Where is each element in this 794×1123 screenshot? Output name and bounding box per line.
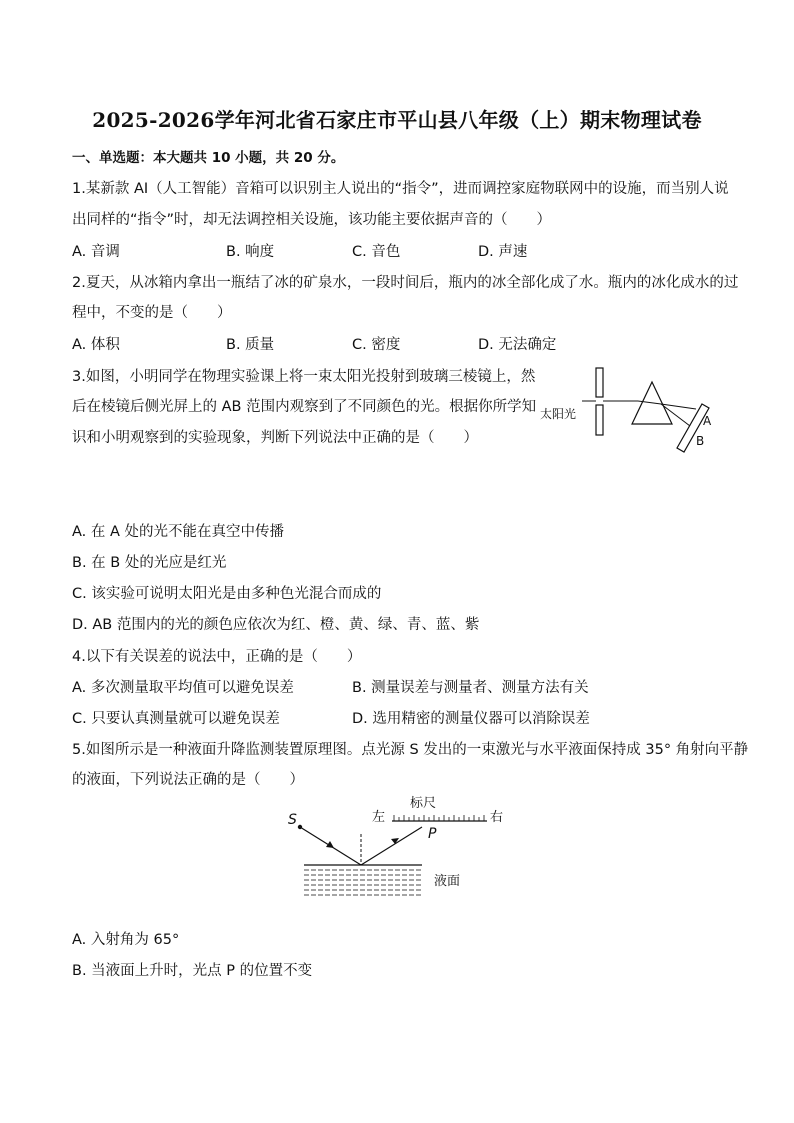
q2-option-d: D. 无法确定 <box>478 337 557 353</box>
q4-line1: 4.以下有关误差的说法中，正确的是（ ） <box>72 649 362 665</box>
q1-option-a: A. 音调 <box>72 244 120 260</box>
sunlight-label: 太阳光 <box>540 407 577 421</box>
q1-option-c: C. 音色 <box>352 244 401 260</box>
ruler-label: 标尺 <box>410 796 437 811</box>
q4-option-d: D. 选用精密的测量仪器可以消除误差 <box>352 711 590 727</box>
reflected-ray <box>361 827 422 865</box>
reflected-arrow <box>391 838 399 844</box>
q2-option-c: C. 密度 <box>352 337 401 353</box>
q5-option-a: A. 入射角为 65° <box>72 932 180 948</box>
point-a-label: A <box>703 414 712 428</box>
point-p-label: P <box>428 826 437 842</box>
q1-line1: 1.某新款 AI（人工智能）音箱可以识别主人说出的“指令”，进而调控家庭物联网中的设施，而当别人说 <box>72 181 729 197</box>
q1-option-b: B. 响度 <box>226 244 275 260</box>
liquid-level-diagram <box>282 790 522 905</box>
q5-line2: 的液面，下列说法正确的是（ ） <box>72 772 304 788</box>
q3-option-a: A. 在 A 处的光不能在真空中传播 <box>72 524 285 540</box>
liquid-label: 液面 <box>434 874 461 889</box>
slit-screen-bottom <box>596 405 603 435</box>
page-title: 2025-2026学年河北省石家庄市平山县八年级（上）期末物理试卷 <box>92 108 702 132</box>
q2-line2: 程中，不变的是（ ） <box>72 305 232 321</box>
point-b-label: B <box>696 434 705 448</box>
q5-line1: 5.如图所示是一种液面升降监测装置原理图。点光源 S 发出的一束激光与水平液面保持成 35° 角射向平静 <box>72 742 749 758</box>
section-heading: 一、单选题：本大题共 10 小题，共 20 分。 <box>72 150 345 166</box>
prism-diagram <box>530 360 730 460</box>
q4-option-c: C. 只要认真测量就可以避免误差 <box>72 711 280 727</box>
right-label: 右 <box>490 810 504 825</box>
q5-option-b: B. 当液面上升时，光点 P 的位置不变 <box>72 963 313 979</box>
q1-line2: 出同样的“指令”时，却无法调控相关设施，该功能主要依据声音的（ ） <box>72 212 552 228</box>
q3-line3: 识和小明观察到的实验现象，判断下列说法中正确的是（ ） <box>72 430 478 446</box>
q4-option-a: A. 多次测量取平均值可以避免误差 <box>72 680 294 696</box>
q3-line1: 3.如图，小明同学在物理实验课上将一束太阳光投射到玻璃三棱镜上，然 <box>72 369 536 385</box>
liquid-hatching <box>304 870 422 895</box>
q3-option-d: D. AB 范围内的光的颜色应依次为红、橙、黄、绿、青、蓝、紫 <box>72 617 480 633</box>
q4-option-b: B. 测量误差与测量者、测量方法有关 <box>352 680 589 696</box>
ruler-ticks <box>394 815 484 821</box>
q2-line1: 2.夏天，从冰箱内拿出一瓶结了冰的矿泉水，一段时间后，瓶内的冰全部化成了水。瓶内的冰化成水的过 <box>72 275 739 291</box>
left-label: 左 <box>372 810 386 825</box>
q2-option-a: A. 体积 <box>72 337 120 353</box>
q3-line2: 后在棱镜后侧光屏上的 AB 范围内观察到了不同颜色的光。根据你所学知 <box>72 399 537 415</box>
q3-option-c: C. 该实验可说明太阳光是由多种色光混合而成的 <box>72 586 382 602</box>
q2-option-b: B. 质量 <box>226 337 275 353</box>
slit-screen-top <box>596 368 603 397</box>
q3-option-b: B. 在 B 处的光应是红光 <box>72 555 227 571</box>
source-s-label: S <box>288 812 297 828</box>
q1-option-d: D. 声速 <box>478 244 528 260</box>
